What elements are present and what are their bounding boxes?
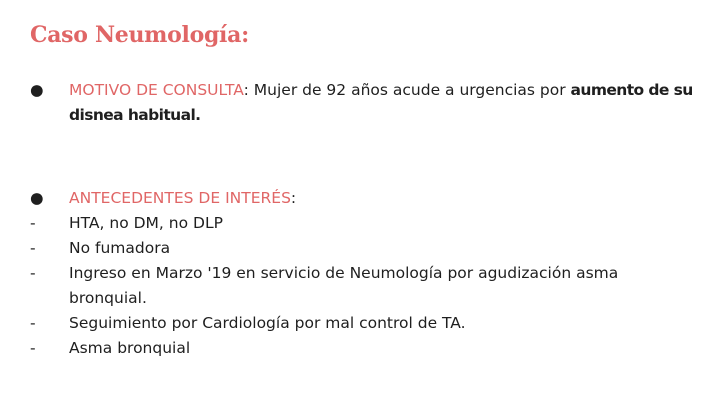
list-item (30, 236, 699, 261)
motivo-label: MOTIVO DE CONSULTA (69, 81, 244, 99)
bullet-marker: ● (30, 189, 44, 207)
slide-title: Caso Neumología: (30, 22, 249, 48)
list-item-text: HTA, no DM, no DLP (69, 214, 223, 232)
bullet-marker: ● (30, 81, 44, 99)
motivo-text (69, 78, 699, 128)
list-item (30, 211, 699, 236)
dash-marker: - (30, 264, 36, 282)
list-item (30, 261, 699, 311)
dash-marker: - (30, 214, 36, 232)
motivo-emphasis: aumento de su disnea habitual (69, 81, 693, 124)
motivo-section (30, 78, 699, 128)
dash-marker: - (30, 339, 36, 357)
list-item-text: Seguimiento por Cardiología por mal control de TA. (69, 314, 466, 332)
antecedentes-label: ANTECEDENTES DE INTERÉS (69, 189, 291, 207)
motivo-end: . (195, 106, 201, 124)
antecedentes-heading (69, 186, 699, 211)
motivo-description: Mujer de 92 años acude a urgencias por (248, 81, 571, 99)
dash-marker: - (30, 314, 36, 332)
motivo-bullet-item (30, 78, 699, 128)
antecedentes-section (30, 186, 699, 361)
dash-marker: - (30, 239, 36, 257)
list-item (30, 336, 699, 361)
list-item-text: Asma bronquial (69, 339, 191, 357)
antecedentes-colon: : (290, 189, 297, 207)
list-item (30, 311, 699, 336)
list-item-text: No fumadora (69, 239, 171, 257)
antecedentes-bullet-item (30, 186, 699, 211)
motivo-colon: : (243, 81, 249, 99)
list-item-text: Ingreso en Marzo '19 en servicio de Neumología por agudización asma bronquial. (69, 264, 619, 307)
